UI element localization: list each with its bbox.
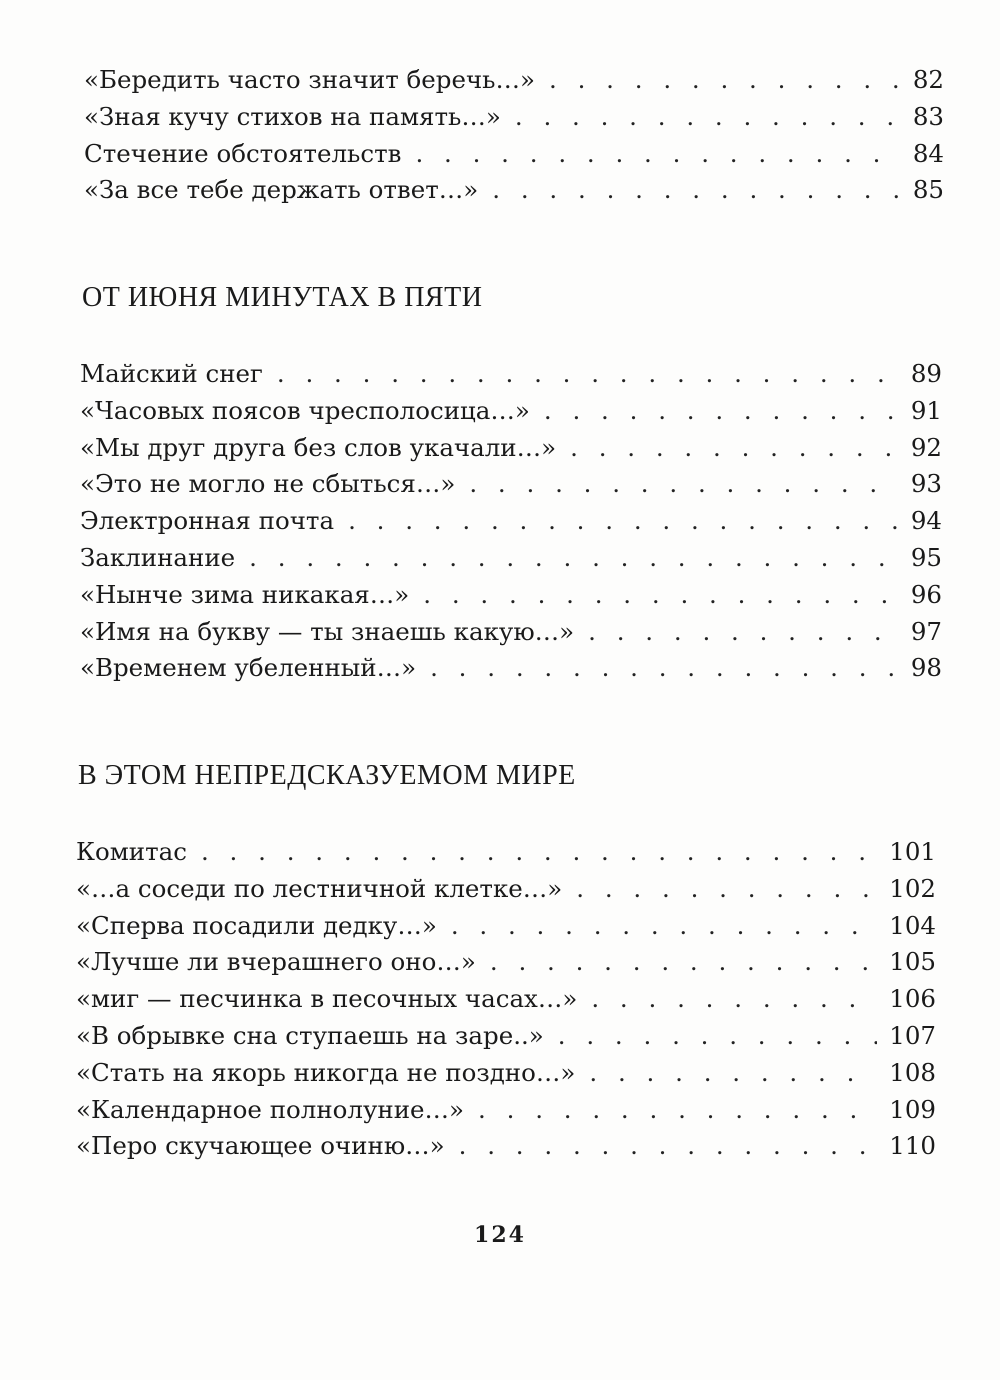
toc-entry[interactable] (80, 650, 942, 687)
toc-entry-page: 105 (889, 947, 936, 977)
toc-leader-dots (576, 871, 877, 908)
toc-entry[interactable] (76, 944, 936, 981)
toc-entry-title: Заклинание (80, 542, 236, 572)
toc-entry-title: «Сперва посадили дедку…» (76, 910, 437, 940)
toc-entry-title: Комитас (76, 837, 187, 866)
toc-entry-page: 98 (910, 653, 942, 683)
toc-entry[interactable] (80, 466, 942, 503)
toc-leader-dots (558, 1018, 877, 1055)
toc-leader-dots (478, 1092, 877, 1129)
toc-entry-title: «Временем убеленный…» (80, 653, 417, 683)
toc-entry[interactable] (76, 871, 936, 908)
toc-entry[interactable] (76, 1055, 936, 1092)
toc-entry-title: Стечение обстоятельств (84, 138, 402, 168)
toc-entry[interactable] (76, 834, 936, 871)
toc-entry-title: «За все тебе держать ответ…» (84, 175, 479, 205)
toc-leader-dots (469, 466, 898, 503)
toc-leader-dots (544, 393, 899, 430)
toc-entry-page: 93 (910, 469, 942, 499)
toc-entry-page: 109 (889, 1094, 936, 1124)
toc-entry[interactable] (80, 430, 942, 467)
toc-section-2 (80, 356, 942, 687)
toc-leader-dots (459, 1128, 878, 1165)
toc-entry-title: «Имя на букву — ты знаешь какую…» (80, 616, 575, 646)
toc-leader-dots (549, 62, 901, 99)
toc-entry-page: 102 (889, 873, 936, 903)
toc-entry-title: «…а соседи по лестничной клетке…» (76, 873, 563, 903)
toc-entry-page: 82 (912, 65, 944, 94)
toc-section-1 (84, 62, 944, 209)
toc-entry-title: «миг — песчинка в песочных часах…» (76, 984, 578, 1014)
toc-entry-page: 104 (889, 910, 936, 940)
toc-section-3 (76, 834, 936, 1165)
toc-entry-title: Электронная почта (80, 506, 335, 536)
toc-entry-page: 95 (910, 542, 942, 572)
toc-entry-page: 92 (910, 432, 942, 462)
toc-leader-dots (415, 136, 900, 173)
toc-entry[interactable] (76, 981, 936, 1018)
toc-entry-title: «Лучше ли вчерашнего оно…» (76, 947, 476, 977)
toc-leader-dots (591, 981, 877, 1018)
toc-leader-dots (249, 540, 899, 577)
toc-entry[interactable] (80, 356, 942, 393)
toc-entry-page: 84 (912, 138, 944, 168)
toc-entry-page: 107 (889, 1020, 936, 1050)
toc-entry[interactable] (80, 614, 942, 651)
toc-entry-title: «Календарное полнолуние…» (76, 1094, 465, 1124)
toc-leader-dots (515, 99, 901, 136)
toc-entry[interactable] (84, 62, 944, 99)
toc-leader-dots (490, 944, 877, 981)
toc-entry-title: «В обрывке сна ступаешь на заре..» (76, 1020, 544, 1050)
toc-entry-title: Майский снег (80, 359, 263, 388)
section-heading: В ЭТОМ НЕПРЕДСКАЗУЕМОМ МИРЕ (78, 760, 576, 791)
toc-leader-dots (588, 614, 899, 651)
toc-entry-page: 91 (910, 395, 942, 425)
toc-entry-title: «Зная кучу стихов на память…» (84, 101, 501, 131)
toc-entry[interactable] (84, 136, 944, 173)
toc-leader-dots (492, 172, 901, 209)
toc-entry[interactable] (80, 540, 942, 577)
toc-entry-page: 83 (912, 101, 944, 131)
toc-entry-page: 106 (889, 984, 936, 1014)
toc-entry-title: «Перо скучающее очиню…» (76, 1131, 445, 1161)
toc-entry-title: «Бередить часто значит беречь…» (84, 65, 536, 94)
toc-entry-page: 108 (889, 1057, 936, 1087)
toc-entry[interactable] (76, 1018, 936, 1055)
toc-entry[interactable] (84, 172, 944, 209)
toc-entry[interactable] (84, 99, 944, 136)
toc-entry-page: 94 (910, 506, 942, 536)
toc-entry[interactable] (76, 908, 936, 945)
toc-leader-dots (423, 577, 899, 614)
toc-leader-dots (451, 908, 877, 945)
toc-leader-dots (570, 430, 899, 467)
toc-entry[interactable] (80, 393, 942, 430)
toc-entry[interactable] (80, 503, 942, 540)
toc-entry[interactable] (76, 1092, 936, 1129)
toc-leader-dots (430, 650, 899, 687)
toc-leader-dots (277, 356, 899, 393)
toc-entry-title: «Это не могло не сбыться…» (80, 469, 456, 499)
toc-entry[interactable] (76, 1128, 936, 1165)
section-heading: ОТ ИЮНЯ МИНУТАХ В ПЯТИ (82, 282, 483, 313)
toc-entry-page: 101 (889, 837, 936, 866)
toc-entry-page: 97 (910, 616, 942, 646)
toc-leader-dots (348, 503, 899, 540)
toc-entry-title: «Стать на якорь никогда не поздно…» (76, 1057, 576, 1087)
toc-entry-page: 96 (910, 579, 942, 609)
toc-entry-title: «Часовых поясов чресполосица…» (80, 395, 530, 425)
toc-leader-dots (589, 1055, 877, 1092)
page-number: 124 (474, 1222, 526, 1248)
toc-entry-page: 89 (910, 359, 942, 388)
toc-entry-title: «Мы друг друга без слов укачали…» (80, 432, 557, 462)
toc-entry-page: 110 (889, 1131, 936, 1161)
toc-entry-page: 85 (912, 175, 944, 205)
toc-leader-dots (201, 834, 877, 871)
toc-entry[interactable] (80, 577, 942, 614)
toc-entry-title: «Нынче зима никакая…» (80, 579, 410, 609)
